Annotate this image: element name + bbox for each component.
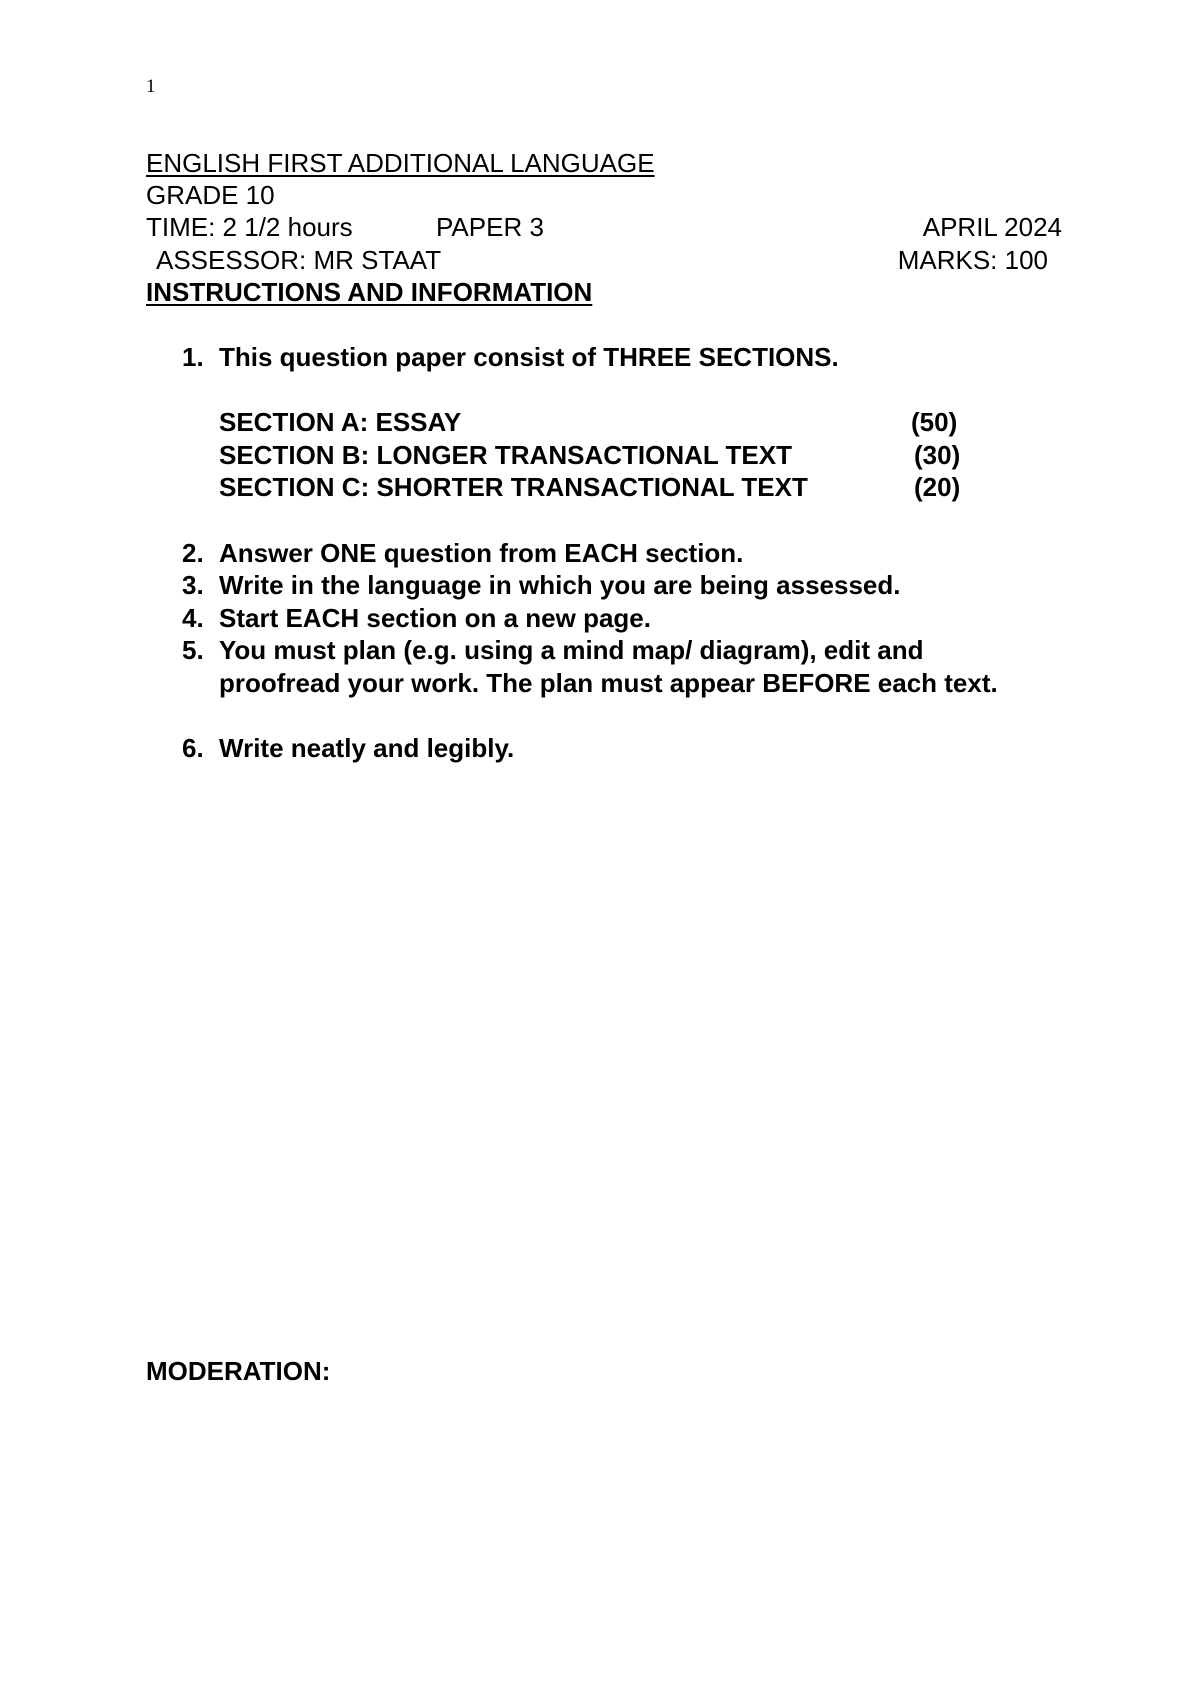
marks-label: MARKS: 100 [897, 245, 1048, 275]
time-label: TIME: 2 1/2 hours [146, 212, 353, 242]
date-label: APRIL 2024 [922, 212, 1062, 242]
instructions-heading: INSTRUCTIONS AND INFORMATION [146, 277, 593, 307]
section-a-marks: (50) [911, 407, 958, 437]
assessor-label: ASSESSOR: MR STAAT [156, 245, 442, 275]
moderation-label: MODERATION: [146, 1356, 331, 1386]
instruction-number: 2. [182, 538, 204, 568]
instruction-item: Write in the language in which you are being assessed. [219, 570, 901, 600]
paper-title: ENGLISH FIRST ADDITIONAL LANGUAGE [146, 148, 655, 178]
instruction-number: 6. [182, 733, 204, 763]
instruction-number: 3. [182, 570, 204, 600]
section-c-label: SECTION C: SHORTER TRANSACTIONAL TEXT [219, 472, 808, 502]
instruction-item: Answer ONE question from EACH section. [219, 538, 744, 568]
section-c-marks: (20) [914, 472, 961, 502]
section-a-label: SECTION A: ESSAY [219, 407, 462, 437]
section-b-marks: (30) [914, 440, 961, 470]
page-number: 1 [146, 76, 156, 97]
grade-label: GRADE 10 [146, 180, 275, 210]
instruction-number: 4. [182, 603, 204, 633]
instruction-item: Start EACH section on a new page. [219, 603, 651, 633]
instruction-item: Write neatly and legibly. [219, 733, 515, 763]
section-b-label: SECTION B: LONGER TRANSACTIONAL TEXT [219, 440, 792, 470]
instruction-item: You must plan (e.g. using a mind map/ diagram), edit and proofread your work. The plan must appear BEFORE each text. [219, 635, 998, 698]
instruction-number: 5. [182, 635, 204, 665]
instruction-item: This question paper consist of THREE SECTIONS. [219, 342, 839, 372]
instruction-number: 1. [182, 342, 204, 372]
paper-label: PAPER 3 [436, 212, 544, 242]
